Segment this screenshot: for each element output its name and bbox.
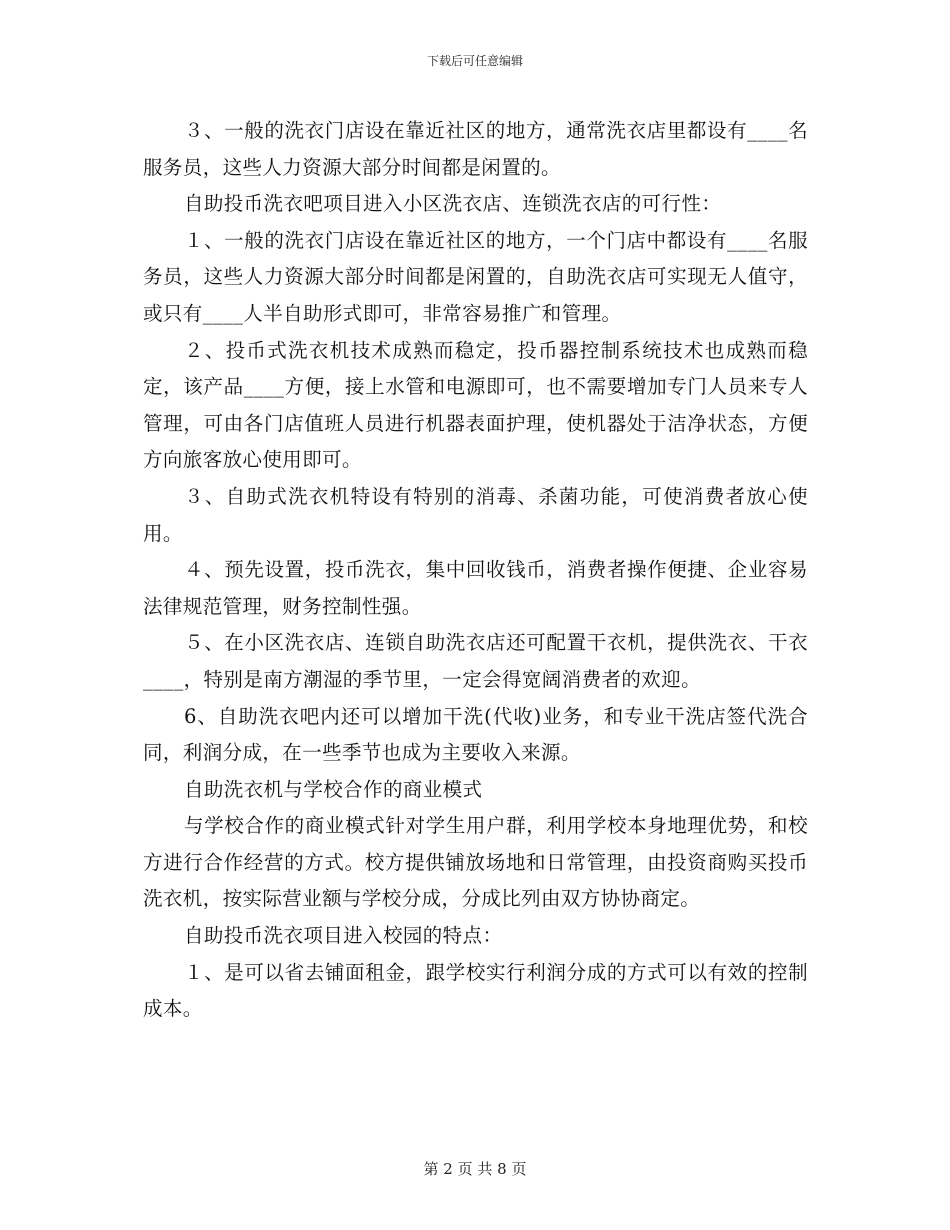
- paragraph-12: １、是可以省去铺面租金，跟学校实行利润分成的方式可以有效的控制成本。: [143, 960, 808, 1021]
- paragraph-8: 6、自助洗衣吧内还可以增加干洗(代收)业务，和专业干洗店签代洗合同，利润分成，在一些季节也成为主要收入来源。: [143, 704, 808, 765]
- paragraph-3: １、一般的洗衣门店设在靠近社区的地方，一个门店中都设有____名服务员，这些人力资源大部分时间都是闲置的，自助洗衣店可实现无人值守，或只有____人半自助形式即可，非常容易推广和管理。: [143, 228, 808, 325]
- page-number: 第 2 页 共 8 页: [423, 1160, 527, 1178]
- paragraph-6: ４、预先设置，投币洗衣，集中回收钱币，消费者操作便捷、企业容易法律规范管理，财务控制性强。: [143, 558, 808, 618]
- page-header-note: 下载后可任意编辑: [426, 54, 523, 68]
- paragraph-4: ２、投币式洗衣机技术成熟而稳定，投币器控制系统技术也成熟而稳定，该产品____方便，接上水管和电源即可，也不需要增加专门人员来专人管理，可由各门店值班人员进行机器表面护理，使机器处于洁净状态，方便方向旅客放心使用即可。: [143, 338, 808, 472]
- document-body: [143, 113, 808, 1028]
- paragraph-9: 自助洗衣机与学校合作的商业模式: [183, 777, 483, 801]
- paragraph-10: 与学校合作的商业模式针对学生用户群，利用学校本身地理优势，和校方进行合作经营的方式。校方提供铺放场地和日常管理，由投资商购买投币洗衣机，按实际营业额与学校分成，分成比列由双方协协商定。: [143, 814, 808, 911]
- paragraph-7: ５、在小区洗衣店、连锁自助洗衣店还可配置干衣机，提供洗衣、干衣____，特别是南方潮湿的季节里，一定会得宽阔消费者的欢迎。: [143, 631, 808, 691]
- paragraph-5: ３、自助式洗衣机特设有特别的消毒、杀菌功能，可使消费者放心使用。: [143, 484, 808, 545]
- paragraph-1: ３、一般的洗衣门店设在靠近社区的地方，通常洗衣店里都设有____名服务员，这些人力资源大部分时间都是闲置的。: [143, 119, 808, 179]
- paragraph-2: 自助投币洗衣吧项目进入小区洗衣店、连锁洗衣店的可行性：: [183, 192, 722, 216]
- paragraph-11: 自助投币洗衣项目进入校园的特点：: [183, 924, 503, 948]
